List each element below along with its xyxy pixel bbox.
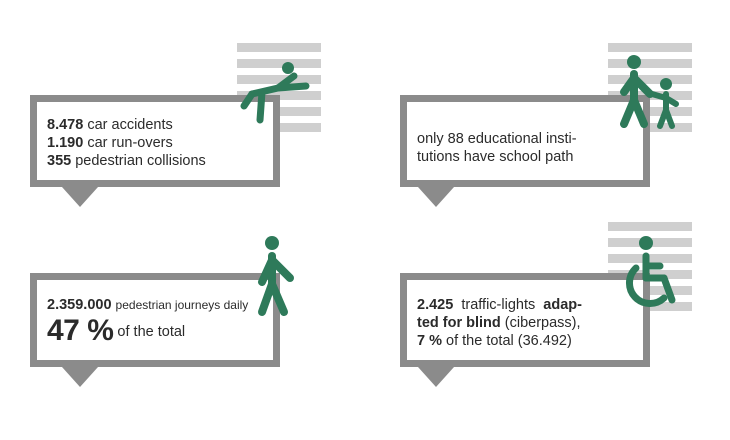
traffic-lights-line-1: 2.425 traffic-lights adap- xyxy=(417,297,582,313)
car-run-overs-line: 1.190 car run-overs xyxy=(47,135,173,151)
traffic-lights-line-3: 7 % of the total (36.492) xyxy=(417,333,572,349)
car-accidents-line: 8.478 car accidents xyxy=(47,117,173,133)
falling-pedestrian-icon xyxy=(238,58,318,128)
traffic-lights-card-pointer xyxy=(418,367,454,387)
school-text-line-2: tutions have school path xyxy=(417,149,574,165)
journeys-card xyxy=(30,273,280,367)
accidents-card-pointer xyxy=(62,187,98,207)
journeys-daily-line: 2.359.000 pedestrian journeys daily xyxy=(47,297,249,313)
pedestrian-collisions-line: 355 pedestrian collisions xyxy=(47,153,206,169)
school-card-pointer xyxy=(418,187,454,207)
wheelchair-icon xyxy=(620,234,684,310)
traffic-lights-line-2: ted for blind (ciberpass), xyxy=(417,315,581,331)
walking-person-icon xyxy=(250,234,306,318)
adult-child-walking-icon xyxy=(612,52,688,132)
traffic-lights-card xyxy=(400,273,650,367)
journeys-percent-line: 47 % of the total xyxy=(47,314,186,347)
journeys-card-pointer xyxy=(62,367,98,387)
school-text-line-1: only 88 educational insti- xyxy=(417,131,577,147)
